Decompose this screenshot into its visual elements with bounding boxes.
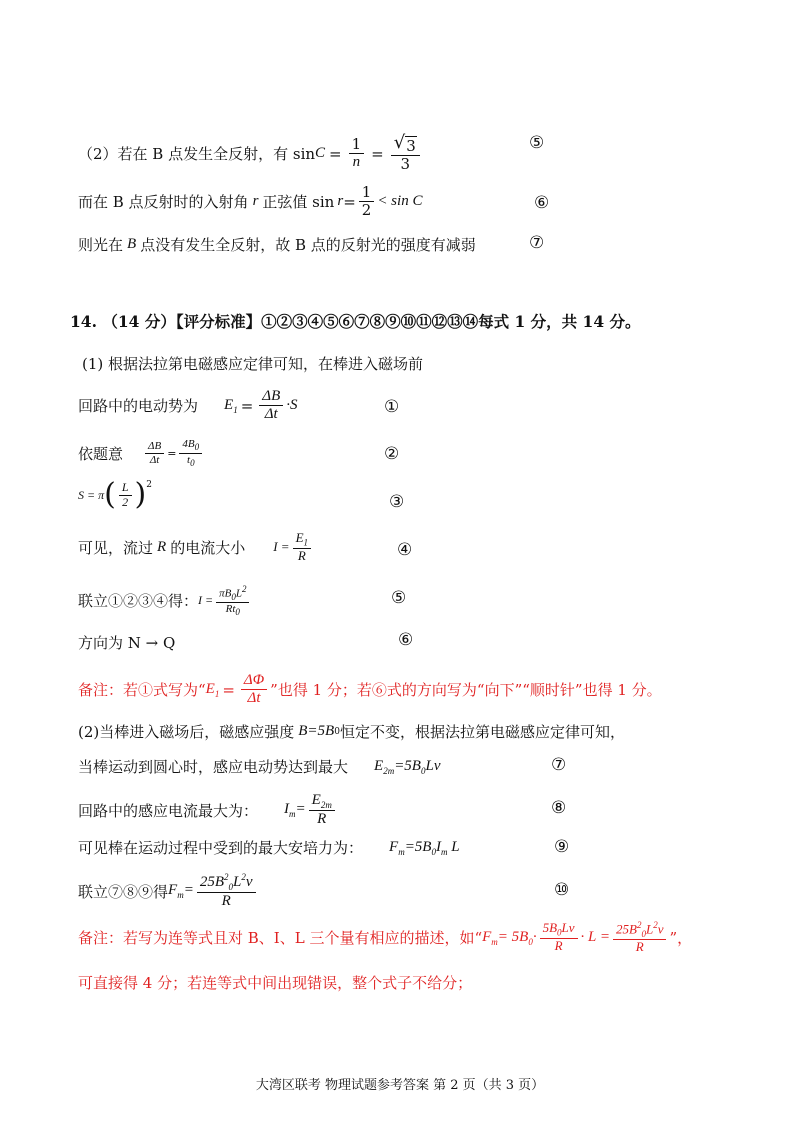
E: E — [374, 757, 384, 774]
num: 5B — [542, 920, 558, 936]
text: 备注：若写为连等式且对 B、I、L 三个量有相应的描述，如“ — [78, 929, 483, 948]
lhs: S = π — [78, 487, 105, 502]
eq7: 当棒运动到圆心时，感应电动势达到最大 $E_{2m}=5B_0Lv$ — [78, 757, 441, 776]
q13-part2-line2: 而在 B 点反射时的入射角 r 正弦值 sin r = $\frac{1}{2}$ < sin C — [78, 183, 423, 220]
frac-E2m-R: $\frac{E_{2m}}{R}$ — [309, 792, 335, 829]
frac-dPhi-dt — [241, 672, 267, 708]
eq2: 依题意 $\frac{\Delta B}{\Delta t}$ = $\frac{4B_0}{t_0}$ — [78, 438, 205, 468]
var-B: B — [127, 236, 137, 252]
num: ΔB — [259, 388, 283, 406]
eq6: 方向为 N → Q — [78, 634, 176, 652]
text: 点没有发生全反射，故 B 点的反射光的强度有减弱 — [140, 236, 476, 254]
frac-1-over-n — [349, 136, 365, 172]
den: t — [187, 453, 191, 466]
page-footer: 大湾区联考 物理试题参考答案 第 2 页（共 3 页） — [255, 1078, 545, 1093]
num: E — [295, 530, 304, 545]
eq9: 可见棒在运动过程中受到的最大安培力为： $F_m=5B_0I_m$ L — [78, 838, 460, 857]
text: ”， — [669, 929, 693, 948]
var-C: C — [315, 145, 326, 162]
eq10: 联立⑦⑧⑨得 $F_m=$ $\frac{25B^2_0L^2v}{R}$ — [78, 872, 259, 911]
num: E — [311, 792, 321, 808]
num: πB — [219, 587, 232, 600]
text: 正弦值 sin — [262, 193, 335, 212]
eq5 — [78, 584, 252, 618]
den: 3 — [400, 155, 411, 173]
var-R: R — [157, 538, 167, 555]
I: I — [284, 801, 290, 818]
den: R — [317, 811, 327, 828]
note-1: 备注：若①式写为“ $E_1$ = $\frac{\Delta\Phi}{\Delta t}$ ”也得 1 分；若⑥式的方向写为“向下”“顺时针”也得 1 分。 — [78, 672, 662, 707]
rhs: =5B — [404, 838, 432, 855]
E: E — [224, 396, 234, 413]
den: 2 — [122, 494, 129, 509]
q14-part2-intro: (2)当棒进入磁场后，磁感应强度 B =5B 0 恒定不变，根据法拉第电磁感应定律可知， — [78, 723, 625, 741]
frac-sqrt3-over-3 — [391, 134, 420, 173]
text: 而在 B 点反射时的入射角 — [78, 193, 249, 212]
mark-2: ② — [384, 444, 400, 464]
q13-part2-line1: （2）若在 B 点发生全反射，有 sin C = $\frac{1}{n}$ = √ 3 3 — [78, 134, 423, 173]
note-2-cont: 可直接得 4 分；若连等式中间出现错误，整个式子不给分； — [78, 974, 473, 992]
eq1: 回路中的电动势为 $E_1$ = $\frac{\Delta B}{\Delta t}$ ·S — [78, 388, 298, 423]
var-B: B — [298, 723, 308, 739]
q13-part2-line3 — [78, 234, 476, 255]
label: 可见棒在运动过程中受到的最大安培力为： — [78, 839, 364, 857]
rad: 3 — [406, 137, 416, 155]
mark-6b: ⑥ — [398, 630, 414, 650]
eq4 — [78, 531, 314, 564]
I: I — [435, 838, 441, 855]
mark-3: ③ — [389, 492, 405, 512]
text: 则光在 — [78, 236, 124, 254]
num: 1 — [359, 184, 375, 202]
num: 25B — [616, 921, 637, 937]
den: Δt — [149, 453, 160, 466]
F: F — [168, 882, 178, 899]
label: 当棒运动到圆心时，感应电动势达到最大 — [78, 758, 349, 776]
label: 联立①②③④得： — [78, 592, 199, 611]
den: R — [221, 893, 231, 910]
frac-25B0L2v-R: $\frac{25B^2_0L^2v}{R}$ — [197, 872, 256, 911]
num: ΔB — [145, 440, 164, 454]
mark-7: ⑦ — [529, 233, 545, 253]
den: Rt — [225, 603, 236, 616]
E: E — [205, 680, 215, 697]
num: 1 — [349, 136, 365, 154]
den: R — [635, 939, 644, 955]
mark-6: ⑥ — [534, 193, 550, 213]
rhs: =5B — [394, 757, 421, 774]
frac-dB-dt-small — [145, 440, 164, 466]
num: L — [119, 481, 132, 496]
label: 回路中的电动势为 — [78, 397, 199, 416]
q14-part1-intro: (1) 根据法拉第电磁感应定律可知，在棒进入磁场前 — [82, 355, 424, 373]
frac-1-over-2 — [359, 184, 375, 220]
L: L — [451, 838, 460, 855]
mark-7b: ⑦ — [551, 755, 567, 775]
mark-1: ① — [384, 397, 400, 417]
den: Δt — [247, 690, 261, 707]
rhs2: Lv — [425, 757, 441, 774]
frac-4B0-t0: $\frac{4B_0}{t_0}$ — [179, 438, 202, 468]
frac-E1-R: $\frac{E_1}{R}$ — [293, 531, 311, 564]
mid: = 5B — [497, 928, 529, 945]
frac-dB-dt — [259, 388, 283, 424]
eq3: S = π ( $\frac{L}{2}$ ) $^2$ — [78, 477, 152, 512]
sub: 2m — [383, 765, 395, 776]
text: （2）若在 B 点发生全反射，有 sin — [78, 145, 316, 164]
text: 恒定不变，根据法拉第电磁感应定律可知， — [339, 723, 625, 741]
mark-10: ⑩ — [554, 880, 570, 900]
frac-L-2 — [119, 481, 132, 510]
label: 回路中的感应电流最大为： — [78, 801, 259, 820]
tail: ·S — [286, 397, 298, 414]
F: F — [389, 838, 399, 855]
label: 联立⑦⑧⑨得 — [78, 882, 169, 901]
L: · L = — [580, 929, 610, 946]
text: 备注：若①式写为“ — [78, 681, 206, 700]
num: ΔΦ — [241, 672, 267, 690]
val: =5B — [307, 723, 335, 739]
lhs: I = — [198, 593, 214, 608]
frac-25B0L2v-R-note: $\frac{25B^2_0L^2v}{R}$ — [613, 920, 666, 955]
num: 4B — [182, 438, 195, 450]
sqrt-3: √ 3 — [393, 132, 416, 155]
lhs: I = — [273, 539, 290, 555]
label: 的电流大小 — [170, 538, 246, 557]
mark-9: ⑨ — [554, 837, 570, 857]
text: ”也得 1 分；若⑥式的方向写为“向下”“顺时针”也得 1 分。 — [270, 681, 662, 700]
den: 2 — [361, 201, 372, 220]
eq8: 回路中的感应电流最大为： $I_m=$ $\frac{E_{2m}}{R}$ — [78, 792, 338, 829]
q14-heading: 14. （14 分）【评分标准】①②③④⑤⑥⑦⑧⑨⑩⑪⑫⑬⑭每式 1 分，共 14 分。 — [70, 312, 641, 331]
den: R — [297, 547, 306, 563]
inequality: < sin C — [377, 193, 423, 210]
den: R — [554, 938, 563, 954]
frac-5B0Lv-R: $\frac{5B_0Lv}{R}$ — [540, 921, 578, 954]
note-2: 备注：若写为连等式且对 B、I、L 三个量有相应的描述，如“ $F_m= 5B_0\cdot$ $\frac{5B_0Lv}{R}$ · L = $\frac{25B^2_0L^2v}{R}$ ”， — [78, 920, 693, 955]
text: (2)当棒进入磁场后，磁感应强度 — [78, 723, 295, 741]
label: 可见，流过 — [78, 538, 154, 557]
den: Δt — [264, 406, 278, 423]
var-r: r — [337, 193, 344, 210]
den: n — [352, 154, 361, 171]
num: 25B — [199, 874, 224, 890]
F: F — [482, 928, 492, 945]
mark-5b: ⑤ — [391, 588, 407, 608]
mark-8: ⑧ — [551, 798, 567, 818]
var-r: r — [252, 193, 259, 210]
mark-5: ⑤ — [529, 133, 545, 153]
frac-piB0L2-Rt0: $\frac{\pi B_0L^2}{Rt_0}$ — [216, 584, 249, 618]
mark-4: ④ — [397, 540, 413, 560]
label: 依题意 — [78, 444, 124, 463]
